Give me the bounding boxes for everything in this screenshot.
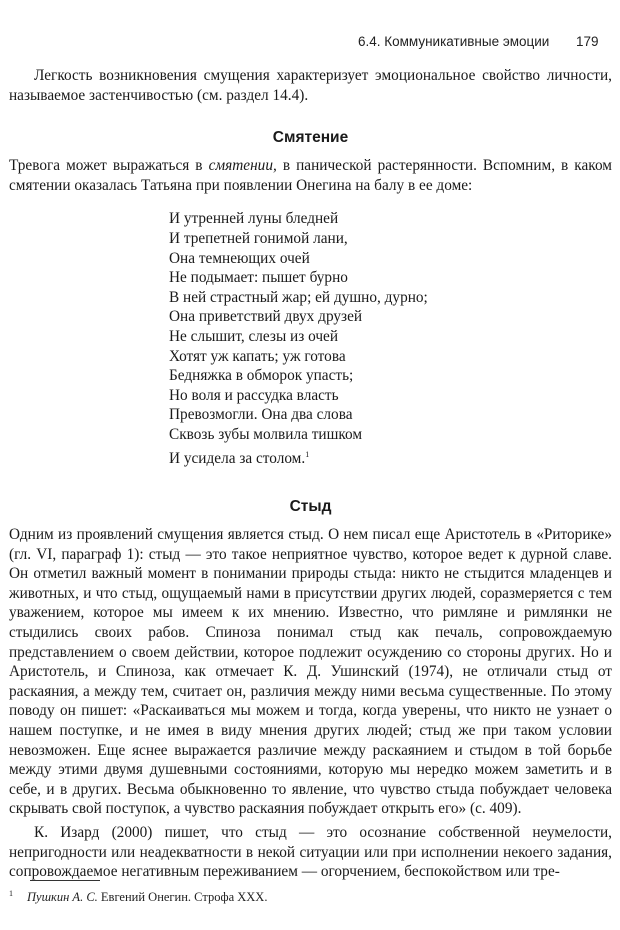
verse-line: Не подымает: пышет бурно (169, 269, 348, 287)
smyatenie-text-start: Тревога может выражаться в (9, 157, 209, 175)
smyatenie-text-end: в панической растерянности. Вспомним, в каком смятении оказалась Татьяна при появлении Онегина на балу в ее доме: (9, 157, 612, 194)
verse-line: Сквозь зубы молвила тишком (169, 425, 363, 443)
footnote-marker: 1 (9, 889, 13, 898)
footnote-divider (30, 880, 100, 881)
verse-line: В ней страстный жар; ей душно, дурно; (169, 288, 428, 306)
footnote-reference[interactable]: 1 (305, 449, 310, 459)
running-header (0, 34, 620, 54)
footnote-author: Пушкин А. С. (27, 890, 98, 904)
verse-line-last (169, 445, 612, 469)
running-header-section: 6.4. Коммуникативные эмоции (358, 34, 550, 49)
verse-line: Она темнеющих очей (169, 249, 310, 267)
verse-line: И утренней луны бледней (169, 210, 339, 228)
styd-paragraph-1: Одним из проявлений смущения является стыд. О нем писал еще Аристотель в «Риторике» (гл. VI, параграф 1): стыд — это такое неприятное чувство, которое ведет к дурной славе. Он отметил важный момент в понимании природы стыда: никто не стыдится младенцев и животных, и что стыд, ощущаемый нами в присутствии других людей, соразмеряется с тем уважением, которое мы имеем к их мнению. Известно, что римляне и римлянки не стыдились своих рабов. Спиноза понимал стыд как печаль, сопровождаемую представлением о своем действии, которое подлежит осуждению со стороны других. Но и Аристотель, и Спиноза, как отмечает К. Д. Ушинский (1974), не отличали стыд от раскаяния, а между тем, считает он, различия между ними весьма существенные. По этому поводу он пишет: «Раскаиваться мы можем и тогда, когда уверены, что никто не узнает о нашем поступке, и не имея в виду мнения других людей; стыд же при таком условии невозможен. Еще яснее выражается различие между раскаянием и стыдом в той борьбе между этими двумя душевными состояниями, которую мы нередко можем заметить и в себе, и в других. Весьма обыкновенно то явление, что чувство стыда побуждает человека скрывать свой поступок, а чувство раскаяния побуждает открыть его» (с. 409). (9, 526, 612, 818)
page-body (9, 66, 612, 882)
verse-line: Но воля и рассудка власть (169, 386, 339, 404)
verse-line-text: И усидела за столом. (169, 449, 306, 467)
smyatenie-paragraph (9, 156, 612, 195)
footnote-text: Евгений Онегин. Строфа XXX. (97, 890, 268, 904)
section-heading-styd: Стыд (289, 498, 332, 516)
section-heading-smyatenie: Смятение (272, 129, 349, 147)
intro-paragraph: Легкость возникновения смущения характеризует эмоциональное свойство личности, называемое застенчивостью (см. раздел 14.4). (9, 67, 612, 104)
verse-line: Превозмогли. Она два слова (169, 406, 353, 424)
verse-line: И трепетней гонимой лани, (169, 229, 348, 247)
verse-line: Не слышит, слезы из очей (169, 327, 339, 345)
styd-paragraph-2: К. Изард (2000) пишет, что стыд — это осознание собственной неумелости, непригодности или неадекватности в некой ситуации или при исполнении некоего задания, сопровождаемое негативным переживанием — огорчением, беспокойством или тре- (9, 824, 612, 881)
smyatenie-italic-term: смятении, (208, 157, 277, 175)
page-number: 179 (576, 34, 599, 49)
verse-line: Хотят уж капать; уж готова (169, 347, 346, 365)
verse-line: Бедняжка в обморок упасть; (169, 367, 354, 385)
verse-quote (169, 209, 612, 468)
footnote (9, 889, 609, 905)
verse-line: Она приветствий двух друзей (169, 308, 363, 326)
